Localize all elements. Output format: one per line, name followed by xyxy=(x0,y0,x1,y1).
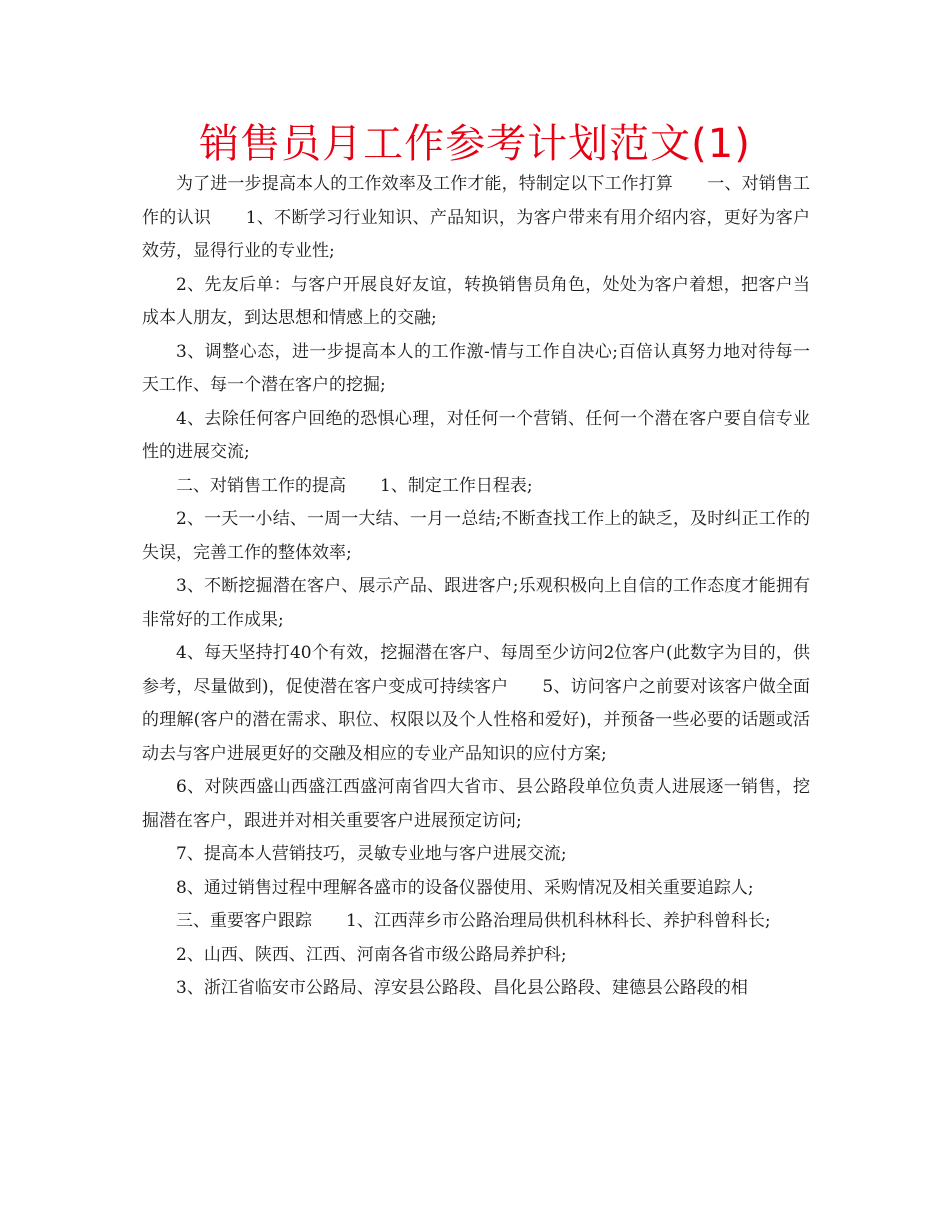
paragraph: 三、重要客户跟踪 1、江西萍乡市公路治理局供机科林科长、养护科曾科长; xyxy=(176,911,771,931)
document-body xyxy=(142,168,810,1006)
paragraph: 2、一天一小结、一周一大结、一月一总结;不断查找工作上的缺乏，及时纠正工作的失误，完善工作的整体效率; xyxy=(142,509,810,563)
paragraph: 2、山西、陕西、江西、河南各省市级公路局养护科; xyxy=(176,944,567,965)
paragraph: 6、对陕西盛山西盛江西盛河南省四大省市、县公路段单位负责人进展逐一销售，挖掘潜在客户，跟进并对相关重要客户进展预定访问; xyxy=(142,777,810,831)
paragraph: 二、对销售工作的提高 1、制定工作日程表; xyxy=(176,475,533,496)
paragraph: 7、提高本人营销技巧，灵敏专业地与客户进展交流; xyxy=(176,844,567,864)
paragraph: 3、浙江省临安市公路局、淳安县公路段、昌化县公路段、建德县公路段的相 xyxy=(176,978,748,998)
paragraph: 为了进一步提高本人的工作效率及工作才能，特制定以下工作打算 一、对销售工作的认识 1、不断学习行业知识、产品知识，为客户带来有用介绍内容，更好为客户效劳，显得行业的专业性; xyxy=(142,174,810,261)
paragraph: 3、调整心态，进一步提高本人的工作激-情与工作自决心;百倍认真努力地对待每一天工作、每一个潜在客户的挖掘; xyxy=(142,341,810,395)
paragraph: 4、去除任何客户回绝的恐惧心理，对任何一个营销、任何一个潜在客户要自信专业性的进展交流; xyxy=(142,408,810,462)
paragraph: 4、每天坚持打40个有效，挖掘潜在客户、每周至少访问2位客户(此数字为目的，供参考，尽量做到)，促使潜在客户变成可持续客户 5、访问客户之前要对该客户做全面的理解(客户的潜在需求、职位、权限以及个人性格和爱好)，并预备一些必要的话题或活动去与客户进展更好的交融及相应的专业产品知识的应付方案; xyxy=(142,643,810,764)
paragraph: 8、通过销售过程中理解各盛市的设备仪器使用、采购情况及相关重要追踪人; xyxy=(176,877,754,898)
document-title: 销售员月工作参考计划范文(1) xyxy=(199,121,751,167)
paragraph: 2、先友后单：与客户开展良好友谊，转换销售员角色，处处为客户着想，把客户当成本人朋友，到达思想和情感上的交融; xyxy=(142,274,810,328)
paragraph: 3、不断挖掘潜在客户、展示产品、跟进客户;乐观积极向上自信的工作态度才能拥有非常好的工作成果; xyxy=(142,576,810,630)
